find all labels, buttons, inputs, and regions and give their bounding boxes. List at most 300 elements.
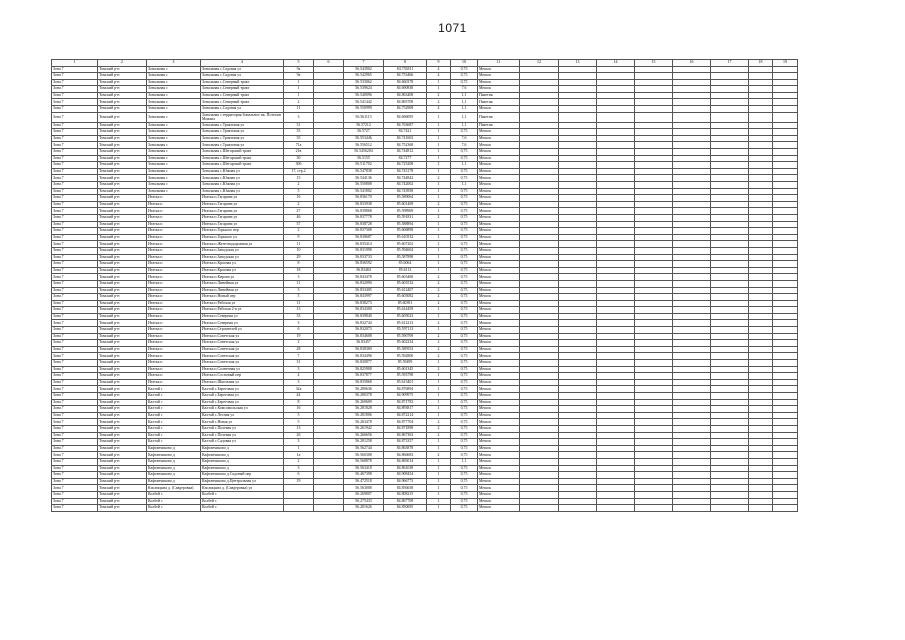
table-cell	[773, 234, 798, 241]
table-cell	[773, 393, 798, 400]
table-cell: Калтай с.Лесная ул	[201, 412, 284, 419]
table-cell: 13	[284, 307, 314, 314]
table-cell: 11	[284, 280, 314, 287]
table-cell: 56.550808	[344, 182, 384, 189]
table-cell	[314, 214, 344, 221]
column-header: 8	[384, 60, 427, 67]
table-cell	[559, 346, 597, 353]
table-cell: Зона 7	[52, 333, 98, 340]
table-cell: 1,1	[451, 122, 478, 129]
table-cell: Томский р-н	[98, 498, 147, 505]
table-row	[52, 168, 798, 175]
table-cell: 1	[427, 195, 451, 202]
table-cell: 0,75	[451, 425, 478, 432]
table-cell	[711, 208, 749, 215]
table-cell: Зональная с.Шегарский тракт	[201, 162, 284, 169]
table-cell: 56.560308	[344, 452, 384, 459]
table-cell	[749, 379, 773, 386]
table-cell: Зона 7	[52, 149, 98, 156]
table-cell: 84.763687	[384, 122, 427, 129]
table-cell: Зона 7	[52, 280, 98, 287]
table-cell	[559, 485, 597, 492]
table-cell	[597, 491, 635, 498]
table-cell: 1	[427, 267, 451, 274]
table-cell	[673, 66, 711, 73]
table-cell: 2	[427, 201, 451, 208]
table-cell	[635, 406, 673, 413]
table-cell: Зональная с.Садовая ул	[201, 106, 284, 113]
table-cell	[520, 419, 559, 426]
table-cell	[559, 149, 597, 156]
table-cell: 56.281258	[344, 439, 384, 446]
table-cell: Томский р-н	[98, 452, 147, 459]
table-cell	[284, 505, 314, 512]
table-cell	[635, 241, 673, 248]
table-row	[52, 274, 798, 281]
table-cell: 1,1	[451, 162, 478, 169]
table-cell: Кафтанчиково д	[147, 452, 201, 459]
table-cell	[597, 66, 635, 73]
table-cell	[597, 419, 635, 426]
table-cell	[773, 465, 798, 472]
table-cell	[597, 327, 635, 334]
table-cell	[520, 73, 559, 80]
table-cell	[749, 261, 773, 268]
table-cell: Зональная с	[147, 129, 201, 136]
table-cell: Итатка п	[147, 346, 201, 353]
table-cell: 85.598969	[384, 208, 427, 215]
table-cell: Зона 7	[52, 247, 98, 254]
table-cell: Итатка п.Рабочая 2-я ул	[201, 307, 284, 314]
table-cell: Итатка п	[147, 274, 201, 281]
table-row	[52, 406, 798, 413]
table-cell: Калтай с	[147, 406, 201, 413]
table-cell	[559, 188, 597, 195]
table-cell: 84.866683	[384, 452, 427, 459]
table-cell: Томский р-н	[98, 112, 147, 122]
table-cell	[711, 106, 749, 113]
table-cell: Пакетик	[478, 92, 520, 99]
table-cell	[597, 228, 635, 235]
table-cell: 1,1	[451, 112, 478, 122]
table-cell	[773, 66, 798, 73]
table-cell	[597, 458, 635, 465]
table-cell	[635, 353, 673, 360]
table-cell: Зона 7	[52, 254, 98, 261]
table-cell: 84.725208	[384, 162, 427, 169]
table-cell	[749, 294, 773, 301]
table-cell	[559, 393, 597, 400]
table-cell: Итатка п	[147, 353, 201, 360]
table-cell	[314, 313, 344, 320]
table-cell: 1	[427, 149, 451, 156]
table-cell: Итатка п.Линейная ул	[201, 280, 284, 287]
table-cell: Колбей с	[201, 498, 284, 505]
table-cell: 0,75	[451, 168, 478, 175]
table-cell	[635, 175, 673, 182]
table-cell: 46	[284, 214, 314, 221]
table-cell	[597, 472, 635, 479]
table-cell: Зональная с.территория Зональное ик. Потехин Михаил	[201, 112, 284, 122]
table-cell: Мешок	[478, 360, 520, 367]
table-cell	[711, 135, 749, 142]
table-cell	[314, 485, 344, 492]
table-cell: Томский р-н	[98, 162, 147, 169]
table-cell	[673, 432, 711, 439]
table-cell: 1	[427, 373, 451, 380]
table-cell: 1	[427, 261, 451, 268]
table-cell: Кафтанчиково д	[147, 445, 201, 452]
table-cell: Томский р-н	[98, 393, 147, 400]
table-cell	[635, 300, 673, 307]
table-cell	[749, 458, 773, 465]
table-cell: Томский р-н	[98, 379, 147, 386]
table-cell	[520, 307, 559, 314]
table-cell: Зона 7	[52, 195, 98, 202]
table-cell	[314, 399, 344, 406]
table-cell: 2	[284, 99, 314, 106]
table-cell: Зона 7	[52, 485, 98, 492]
table-cell: Зона 7	[52, 228, 98, 235]
table-cell: Зона 7	[52, 406, 98, 413]
page-number: 1071	[438, 21, 467, 35]
table-row	[52, 86, 798, 93]
table-cell: 1	[427, 327, 451, 334]
table-cell: 11	[284, 106, 314, 113]
table-cell	[673, 313, 711, 320]
table-cell	[749, 406, 773, 413]
table-cell	[597, 195, 635, 202]
table-cell: 85.612213	[384, 320, 427, 327]
table-cell: 56.472518	[344, 478, 384, 485]
table-row	[52, 188, 798, 195]
table-cell: Мешок	[478, 195, 520, 202]
table-cell	[635, 112, 673, 122]
table-cell	[559, 313, 597, 320]
table-cell	[559, 208, 597, 215]
table-cell	[635, 208, 673, 215]
table-cell: 4	[427, 106, 451, 113]
table-cell: 84.850695	[384, 505, 427, 512]
table-cell: Итатка п	[147, 379, 201, 386]
table-cell: Итатка п.Заводская ул	[201, 254, 284, 261]
table-cell	[520, 439, 559, 446]
table-cell: 0,75	[451, 419, 478, 426]
table-cell: Итатка п	[147, 228, 201, 235]
table-cell: 85.589553	[384, 346, 427, 353]
table-cell: 85.60391	[384, 300, 427, 307]
table-cell	[711, 320, 749, 327]
table-cell: Томский р-н	[98, 195, 147, 202]
table-cell: Зональная с	[147, 135, 201, 142]
table-row	[52, 300, 798, 307]
table-cell	[749, 254, 773, 261]
table-row	[52, 393, 798, 400]
table-cell: Томский р-н	[98, 419, 147, 426]
table-cell	[314, 346, 344, 353]
table-cell	[635, 162, 673, 169]
table-cell	[559, 261, 597, 268]
table-cell: Итатка п	[147, 214, 201, 221]
table-cell	[559, 175, 597, 182]
table-cell	[314, 122, 344, 129]
table-cell	[773, 294, 798, 301]
table-cell	[773, 346, 798, 353]
table-cell: 84.908454	[384, 472, 427, 479]
table-cell: 5	[284, 412, 314, 419]
table-cell	[749, 465, 773, 472]
table-cell	[520, 432, 559, 439]
table-cell: 0,75	[451, 327, 478, 334]
table-cell	[711, 452, 749, 459]
table-cell	[711, 188, 749, 195]
table-cell	[635, 366, 673, 373]
table-cell	[597, 340, 635, 347]
table-cell: Мешок	[478, 247, 520, 254]
table-cell: Зональная с.Северный тракт	[201, 86, 284, 93]
table-cell: 56.834608	[344, 333, 384, 340]
table-cell: Итатка п.Рабочая ул	[201, 300, 284, 307]
table-row	[52, 386, 798, 393]
table-cell: 56.843997	[344, 294, 384, 301]
table-cell: 1	[427, 129, 451, 136]
table-cell	[520, 498, 559, 505]
table-cell: Томский р-н	[98, 149, 147, 156]
table-cell	[711, 340, 749, 347]
table-cell: Зональная с.Садовая ул	[201, 73, 284, 80]
table-cell: Итатка п	[147, 373, 201, 380]
column-header: 14	[597, 60, 635, 67]
table-cell: 1	[427, 399, 451, 406]
table-cell: 85.613401	[384, 379, 427, 386]
table-cell: Зональная с	[147, 155, 201, 162]
table-cell	[635, 386, 673, 393]
table-cell: Томский р-н	[98, 142, 147, 149]
table-cell	[749, 247, 773, 254]
table-cell: Мешок	[478, 386, 520, 393]
table-cell: 5	[284, 294, 314, 301]
table-cell	[559, 79, 597, 86]
table-cell	[559, 122, 597, 129]
table-cell	[314, 386, 344, 393]
table-cell: Зона 7	[52, 465, 98, 472]
table-cell: 0,75	[451, 340, 478, 347]
table-cell	[773, 439, 798, 446]
table-cell: Зона 7	[52, 327, 98, 334]
table-cell	[673, 155, 711, 162]
column-header: 4	[201, 60, 284, 67]
table-cell: 56.539624	[344, 86, 384, 93]
table-cell	[635, 79, 673, 86]
table-cell	[711, 419, 749, 426]
table-cell: Мешок	[478, 327, 520, 334]
table-cell: Томский р-н	[98, 373, 147, 380]
table-cell: 56.838369	[344, 346, 384, 353]
table-cell	[559, 472, 597, 479]
table-cell: Мешок	[478, 505, 520, 512]
table-cell	[314, 366, 344, 373]
table-cell	[749, 149, 773, 156]
table-cell	[749, 419, 773, 426]
table-cell	[635, 228, 673, 235]
table-cell	[314, 73, 344, 80]
table-cell	[673, 247, 711, 254]
table-cell	[749, 214, 773, 221]
table-cell: Томский р-н	[98, 267, 147, 274]
table-cell: 0,75	[451, 491, 478, 498]
table-cell	[314, 432, 344, 439]
table-cell	[314, 182, 344, 189]
table-cell	[520, 234, 559, 241]
table-cell: Итатка п.Гагарина ул	[201, 208, 284, 215]
table-cell	[597, 406, 635, 413]
table-cell: 2	[427, 99, 451, 106]
table-cell	[635, 313, 673, 320]
table-cell	[314, 406, 344, 413]
table-row	[52, 419, 798, 426]
table-cell: Итатка п	[147, 195, 201, 202]
table-cell	[711, 234, 749, 241]
table-cell	[711, 122, 749, 129]
table-cell	[673, 465, 711, 472]
table-cell	[597, 445, 635, 452]
table-cell: 2	[284, 340, 314, 347]
table-cell	[597, 280, 635, 287]
table-cell	[773, 149, 798, 156]
table-cell: Зона 7	[52, 267, 98, 274]
table-cell	[314, 472, 344, 479]
table-cell: Мешок	[478, 300, 520, 307]
table-cell: 56.837877	[344, 373, 384, 380]
table-cell: Томский р-н	[98, 287, 147, 294]
table-row	[52, 458, 798, 465]
table-cell	[673, 234, 711, 241]
table-cell: Томский р-н	[98, 214, 147, 221]
table-cell: 0,75	[451, 155, 478, 162]
table-cell: 56.544136	[344, 175, 384, 182]
table-cell: Зональная с.Северный тракт	[201, 79, 284, 86]
table-cell: Зона 7	[52, 221, 98, 228]
table-cell: 27	[284, 208, 314, 215]
table-cell: 1	[427, 228, 451, 235]
table-cell	[749, 188, 773, 195]
table-cell: 0,75	[451, 445, 478, 452]
table-cell	[673, 135, 711, 142]
table-cell: Зональная с	[147, 66, 201, 73]
table-cell	[314, 373, 344, 380]
table-cell: Мешок	[478, 425, 520, 432]
table-cell: Калтай с.Полевая ул	[201, 425, 284, 432]
table-cell	[520, 280, 559, 287]
table-cell: 8	[284, 399, 314, 406]
table-cell: 0,75	[451, 287, 478, 294]
table-cell: Итатка п	[147, 294, 201, 301]
table-cell	[314, 155, 344, 162]
table-cell	[520, 175, 559, 182]
table-row	[52, 254, 798, 261]
table-cell: Мешок	[478, 340, 520, 347]
table-cell	[559, 129, 597, 136]
table-cell: Зона 7	[52, 353, 98, 360]
table-cell	[773, 373, 798, 380]
table-cell: Зональная с.Шегарский тракт	[201, 155, 284, 162]
table-cell: Томский р-н	[98, 346, 147, 353]
table-cell	[635, 195, 673, 202]
table-cell	[749, 452, 773, 459]
table-cell: 8	[284, 261, 314, 268]
table-cell: 84.863408	[384, 92, 427, 99]
table-cell: Томский р-н	[98, 340, 147, 347]
table-row	[52, 505, 798, 512]
column-header: 13	[559, 60, 597, 67]
table-cell	[749, 162, 773, 169]
table-cell	[773, 320, 798, 327]
table-row	[52, 175, 798, 182]
table-cell	[749, 300, 773, 307]
table-row	[52, 373, 798, 380]
table-cell: 2	[427, 366, 451, 373]
table-cell	[520, 149, 559, 156]
table-cell: 84.752368	[384, 142, 427, 149]
table-cell	[314, 379, 344, 386]
table-cell	[597, 182, 635, 189]
table-cell: 19	[284, 478, 314, 485]
table-cell	[559, 327, 597, 334]
table-cell: Итатка п	[147, 261, 201, 268]
table-cell: Мешок	[478, 135, 520, 142]
table-row	[52, 208, 798, 215]
table-cell: Томский р-н	[98, 155, 147, 162]
table-cell: 2	[427, 425, 451, 432]
column-header: 2	[98, 60, 147, 67]
table-cell	[673, 241, 711, 248]
table-cell: 56.83457	[344, 340, 384, 347]
table-cell: Томский р-н	[98, 478, 147, 485]
table-cell: 56.832073	[344, 327, 384, 334]
table-cell: 56.280636	[344, 386, 384, 393]
table-cell: Мешок	[478, 168, 520, 175]
table-cell: 0,75	[451, 66, 478, 73]
table-cell: 21в	[284, 149, 314, 156]
table-cell	[314, 241, 344, 248]
table-cell	[711, 465, 749, 472]
table-cell	[597, 168, 635, 175]
table-cell	[520, 155, 559, 162]
table-cell: 56.832090	[344, 280, 384, 287]
table-cell: 1	[284, 86, 314, 93]
table-cell	[559, 254, 597, 261]
table-cell	[520, 340, 559, 347]
table-cell	[773, 261, 798, 268]
table-cell	[773, 458, 798, 465]
table-cell	[773, 135, 798, 142]
table-cell	[749, 313, 773, 320]
table-cell: 1	[427, 360, 451, 367]
table-cell: Мешок	[478, 419, 520, 426]
table-cell	[773, 155, 798, 162]
table-cell	[520, 182, 559, 189]
table-cell	[635, 393, 673, 400]
table-cell: Калтай с.Береговая ул	[201, 399, 284, 406]
table-cell: 11	[284, 241, 314, 248]
column-header: 19	[773, 60, 798, 67]
table-row	[52, 135, 798, 142]
table-cell	[673, 327, 711, 334]
table-cell: 56.275433	[344, 498, 384, 505]
table-cell: 56.836592	[344, 261, 384, 268]
table-cell	[711, 386, 749, 393]
table-cell: Калтай с	[147, 412, 201, 419]
